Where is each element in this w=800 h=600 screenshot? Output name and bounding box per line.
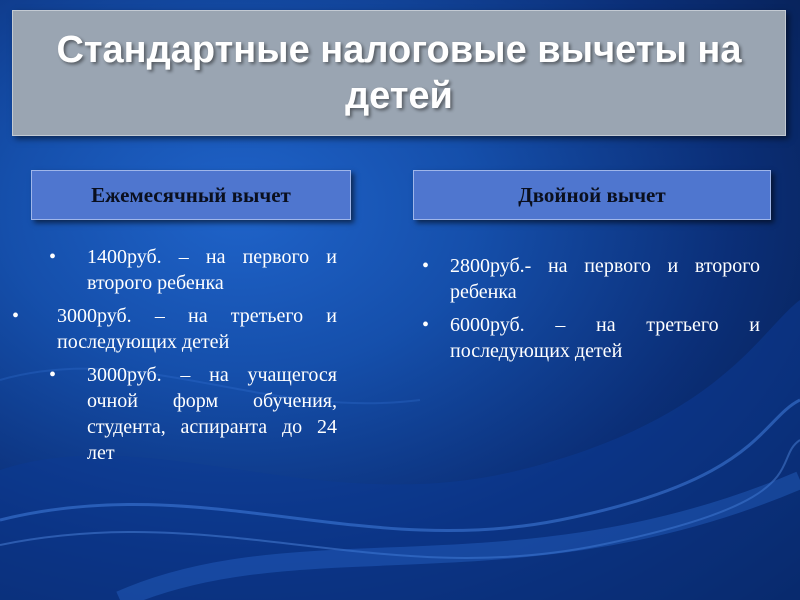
header-monthly-deduction: Ежемесячный вычет — [31, 170, 351, 220]
list-item: • 3000руб. – на третьего и последующих детей — [12, 305, 337, 353]
bullet-icon: • — [422, 314, 430, 336]
bullet-icon: • — [49, 246, 57, 268]
list-item: • 3000руб. – на учащегося очной форм обучения, студента, аспиранта до 24 лет — [49, 364, 337, 464]
monthly-deduction-list — [0, 244, 340, 473]
list-item: • 6000руб. – на третьего и последующих детей — [422, 314, 760, 362]
header-double-deduction: Двойной вычет — [413, 170, 771, 220]
double-deduction-list — [420, 253, 760, 371]
bullet-icon: • — [49, 364, 57, 386]
slide-title-box — [12, 10, 786, 136]
bullet-icon: • — [12, 305, 20, 327]
slide-title: Стандартные налоговые вычеты на детей — [56, 29, 742, 117]
bullet-icon: • — [422, 255, 430, 277]
list-item: • 1400руб. – на первого и второго ребенка — [49, 246, 337, 294]
list-item: • 2800руб.- на первого и второго ребенка — [422, 255, 760, 303]
